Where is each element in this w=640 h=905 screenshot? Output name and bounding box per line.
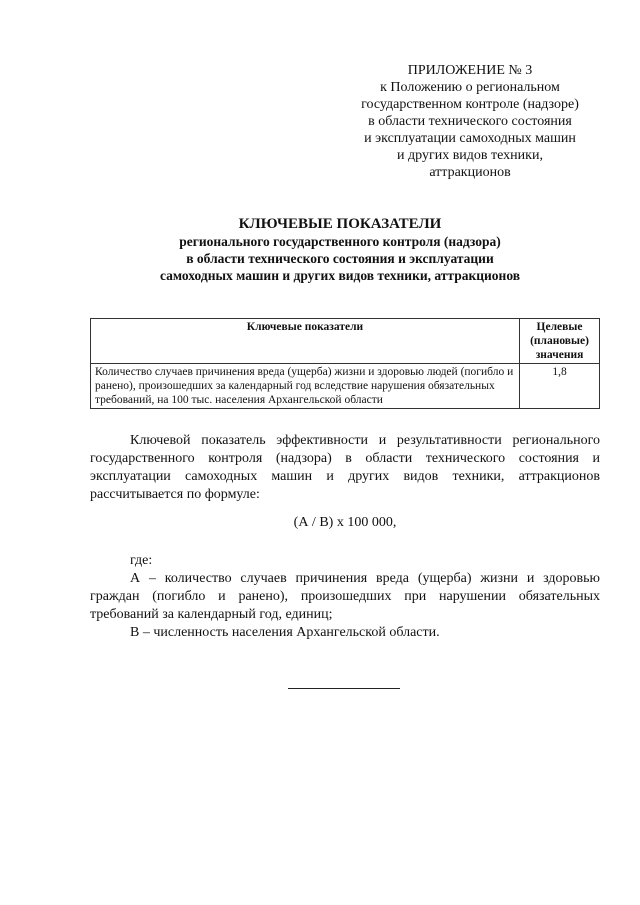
appendix-line: к Положению о региональном [380,80,560,95]
appendix-header [330,62,610,181]
table-row [91,364,600,409]
appendix-line: и других видов техники, [397,148,543,163]
appendix-line: в области технического состояния [368,114,572,129]
target-value-cell: 1,8 [520,364,600,409]
header-indicators: Ключевые показатели [91,319,520,364]
document-title [40,216,640,284]
indicator-cell: Количество случаев причинения вреда (ущерба) жизни и здоровью людей (погибло и ранено), произошедших за календарный год вследствие нарушения обязательных требований, на 100 тыс. населения Архангельской области [91,364,520,409]
title-line: в области технического состояния и эксплуатации [186,251,494,266]
formula-intro-paragraph: Ключевой показатель эффективности и результативности регионального государственного контроля (надзора) в области технического состояния и эксплуатации самоходных машин и других видов техники, аттракционов рассчитывается по формуле: [90,433,600,502]
definition-b: В – численность населения Архангельской области. [130,625,440,640]
formula: (А / В) х 100 000, [293,515,397,530]
title-main: КЛЮЧЕВЫЕ ПОКАЗАТЕЛИ [238,216,442,232]
kpi-table [90,318,600,409]
appendix-line: и эксплуатации самоходных машин [364,131,576,146]
body-text [90,432,600,642]
title-line: регионального государственного контроля (надзора) [179,234,501,249]
definition-a: А – количество случаев причинения вреда (ущерба) жизни и здоровью граждан (погибло и ранено), произошедших при нарушении обязательных требований за календарный год, единиц; [90,571,600,622]
header-target-values: Целевые (плановые) значения [520,319,600,364]
table-header-row [91,319,600,364]
closing-rule [288,688,400,689]
appendix-line: ПРИЛОЖЕНИЕ № 3 [407,63,533,78]
title-line: самоходных машин и других видов техники, аттракционов [159,268,521,283]
appendix-line: государственном контроле (надзоре) [361,97,579,112]
appendix-line: аттракционов [429,165,511,180]
where-label: где: [130,553,153,568]
